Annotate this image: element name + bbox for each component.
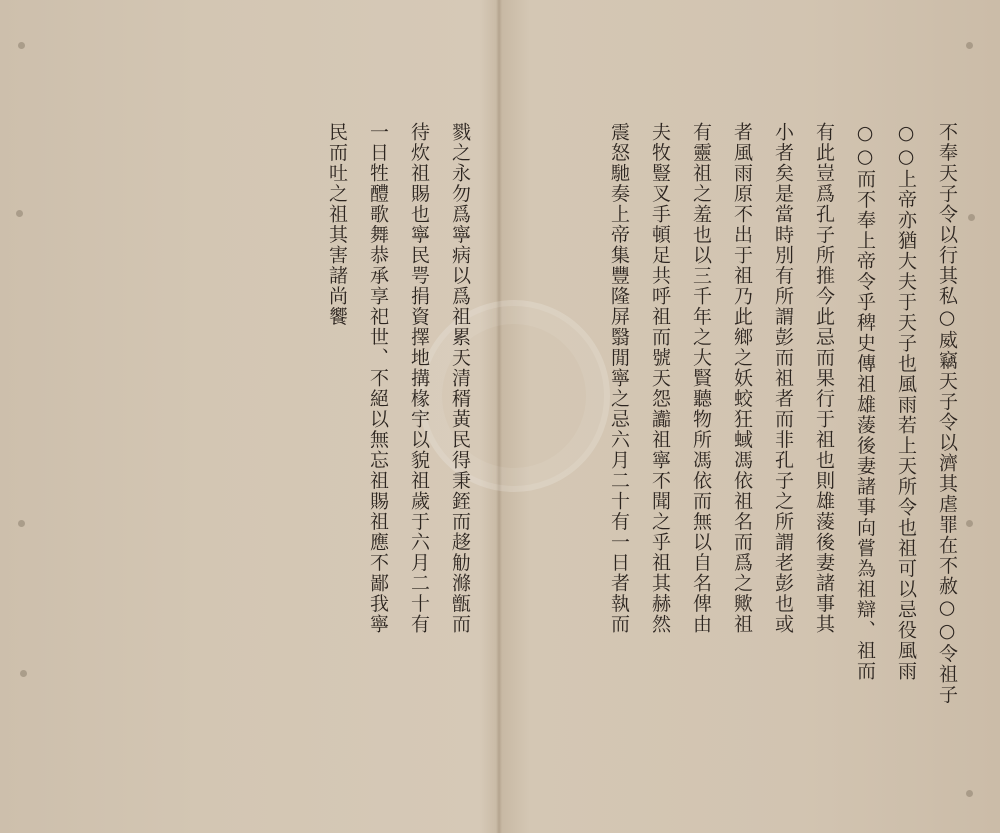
text-column: 不奉天子令以行其私○威竊天子令以濟其虐罪在不赦○○令祖子 [936,122,958,705]
binding-hole [966,790,973,797]
binding-hole [16,210,23,217]
text-column: 小者矣是當時別有所謂彭而祖者而非孔子之所謂老彭也或 [772,122,794,635]
binding-hole [966,520,973,527]
text-column: 有靈祖之羞也以三千年之大賢聽物所馮依而無以自名俾由 [690,122,712,635]
text-column: 戮之永勿爲寧病以爲祖累天清稰黃民得秉銍而趍觔滌甑而 [449,122,471,635]
text-column: 震怒馳奏上帝集豐隆屏翳閒寧之忌六月二十有一日者執而 [608,122,630,635]
binding-hole [968,214,975,221]
text-column: 民而吐之祖其害諸尚饗 [326,122,348,327]
text-column: 夫牧豎叉手頓足共呼祖而號天怨讟祖寧不聞之乎祖其赫然 [649,122,671,635]
binding-hole [966,42,973,49]
text-column: ○○上帝亦猶大夫于天子也風雨若上天所令也祖可以忌役風雨 [895,122,917,682]
text-column: ○○而不奉上帝令乎稗史傳祖雄蔆後妻諸事向嘗為祖辯、祖而 [854,122,876,682]
binding-hole [18,42,25,49]
binding-hole [20,670,27,677]
text-column: 一日牲醴歌舞恭承享祀世、不絕以無忘祖賜祖應不鄙我寧 [367,122,389,635]
text-column: 待炊祖賜也寧民咢捐資擇地搆椽宇以貌祖歲于六月二十有 [408,122,430,635]
text-column: 者風雨原不出于祖乃此鄉之妖蛟狂蜮馮依祖名而爲之歟祖 [731,122,753,635]
binding-hole [18,520,25,527]
text-column: 有此豈爲孔子所推今此忌而果行于祖也則雄蔆後妻諸事其 [813,122,835,635]
